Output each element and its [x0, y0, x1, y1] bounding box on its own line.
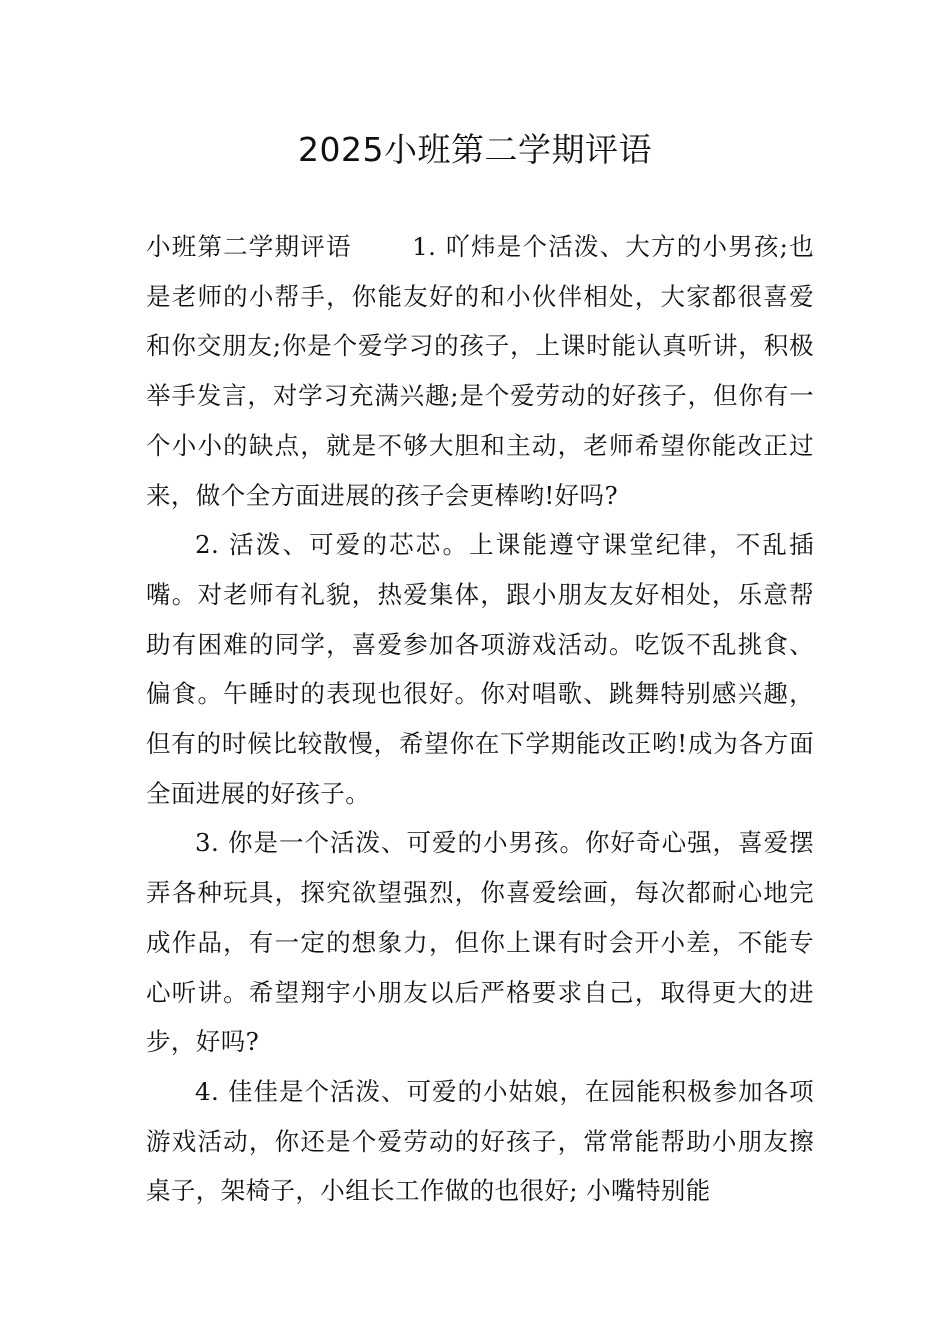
- paragraph-3: 3. 你是一个活泼、可爱的小男孩。你好奇心强，喜爱摆弄各种玩具，探究欲望强烈，你喜爱绘画，每次都耐心地完成作品，有一定的想象力，但你上课有时会开小差，不能专心听讲。希望翔宇小朋友以后严格要求自己，取得更大的进步，好吗?: [146, 828, 814, 1057]
- paragraph-4: 4. 佳佳是个活泼、可爱的小姑娘，在园能积极参加各项游戏活动，你还是个爱劳动的好孩子，常常能帮助小朋友擦桌子，架椅子，小组长工作做的也很好; 小嘴特别能: [146, 1076, 814, 1206]
- document-title: 2025小班第二学期评语: [298, 130, 652, 169]
- document-body: [146, 222, 814, 1216]
- paragraph-1: 小班第二学期评语 1. 吖炜是个活泼、大方的小男孩;也是老师的小帮手，你能友好的和小伙伴相处，大家都很喜爱和你交朋友;你是个爱学习的孩子，上课时能认真听讲，积极举手发言，对学习充满兴趣;是个爱劳动的好孩子，但你有一个小小的缺点，就是不够大胆和主动，老师希望你能改正过来，做个全方面进展的孩子会更棒哟!好吗?: [146, 232, 814, 510]
- paragraph-2: 2. 活泼、可爱的芯芯。上课能遵守课堂纪律，不乱插嘴。对老师有礼貌，热爱集体，跟小朋友友好相处，乐意帮助有困难的同学，喜爱参加各项游戏活动。吃饭不乱挑食、偏食。午睡时的表现也很好。你对唱歌、跳舞特别感兴趣，但有的时候比较散慢，希望你在下学期能改正哟!成为各方面全面进展的好孩子。: [146, 530, 814, 808]
